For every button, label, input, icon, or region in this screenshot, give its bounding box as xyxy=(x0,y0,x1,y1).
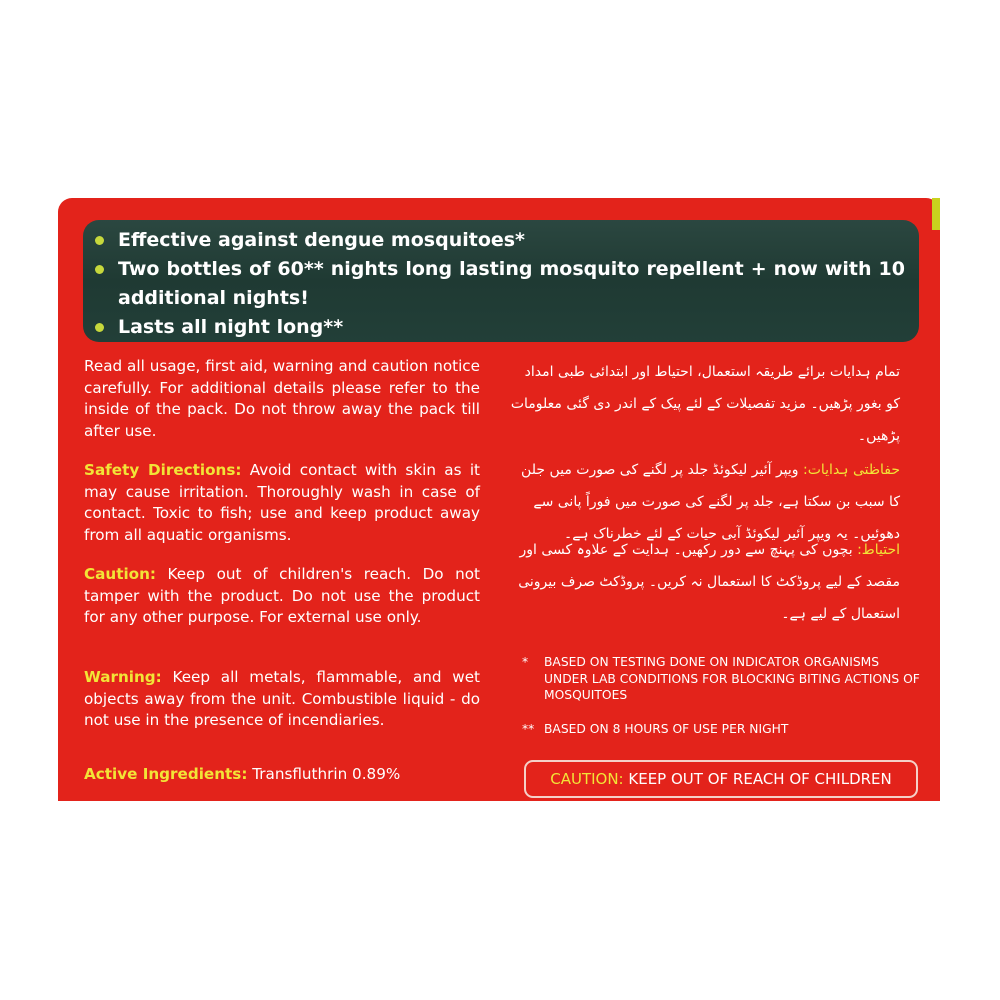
bullet-dot-icon xyxy=(95,236,104,245)
feature-bullet xyxy=(95,313,905,342)
feature-banner xyxy=(83,220,919,342)
yellow-corner-accent xyxy=(932,198,940,230)
footnote-testing xyxy=(522,654,922,704)
urdu-safety-label: حفاظتی ہدایات: xyxy=(803,462,900,478)
urdu-caution xyxy=(510,534,900,630)
bullet-dot-icon xyxy=(95,265,104,274)
active-ingredients-text: Transfluthrin 0.89% xyxy=(247,765,401,783)
warning-label: Warning: xyxy=(84,668,162,686)
caution-box xyxy=(524,760,918,798)
warning-section xyxy=(84,667,480,732)
caution-text: Keep out of children's reach. Do not tamper with the product. Do not use the product for any other purpose. For external use only. xyxy=(84,565,480,626)
caution-section xyxy=(84,564,480,629)
urdu-caution-text: بچوں کی پہنچ سے دور رکھیں۔ ہدایت کے علاوہ کسی اور مقصد کے لیے پروڈکٹ کا استعمال نہ کریں۔ پروڈکٹ صرف بیرونی استعمال کے لیے ہے۔ xyxy=(518,542,900,622)
usage-intro: Read all usage, first aid, warning and caution notice carefully. For additional details please refer to the inside of the pack. Do not throw away the pack till after use. xyxy=(84,357,480,440)
safety-label: Safety Directions: xyxy=(84,461,242,479)
caution-label: Caution: xyxy=(84,565,156,583)
feature-text: Lasts all night long** xyxy=(118,316,344,338)
footnote-mark: * xyxy=(522,655,529,669)
feature-bullet xyxy=(95,226,905,255)
urdu-intro: تمام ہدایات برائے طریقہ استعمال، احتیاط اور ابتدائی طبی امداد کو بغور پڑھیں۔ مزید تفصیلات کے لئے پیک کے اندر دی گئی معلومات پڑھیں۔ xyxy=(510,364,900,444)
caution-box-label: CAUTION: xyxy=(550,770,624,788)
feature-text: Two bottles of 60** nights long lasting mosquito repellent + now with 10 additional nights! xyxy=(118,258,905,309)
safety-directions xyxy=(84,460,480,546)
safety-text: Avoid contact with skin as it may cause irritation. Thoroughly wash in case of contact. Toxic to fish; use and keep product away from all aquatic organisms. xyxy=(84,461,480,544)
warning-text: Keep all metals, flammable, and wet objects away from the unit. Combustible liquid - do not use in the presence of incendiaries. xyxy=(84,668,480,729)
footnote-mark: ** xyxy=(522,722,535,736)
active-ingredients-label: Active Ingredients: xyxy=(84,765,248,783)
footnote-hours xyxy=(522,721,922,738)
feature-bullet xyxy=(95,255,905,313)
urdu-safety-text: ویپر آئیر لیکوئڈ جلد پر لگنے کی صورت میں جلن کا سبب بن سکتا ہے، جلد پر لگنے کی صورت میں فوراً پانی سے دھوئیں۔ یہ ویپر آئیر لیکوئڈ آبی حیات کے لئے خطرناک ہے۔ xyxy=(521,462,900,542)
active-ingredients xyxy=(84,764,480,786)
caution-box-text: KEEP OUT OF REACH OF CHILDREN xyxy=(623,770,892,788)
footnote-text: BASED ON TESTING DONE ON INDICATOR ORGANISMS UNDER LAB CONDITIONS FOR BLOCKING BITING ACTIONS OF MOSQUITOES xyxy=(544,655,920,702)
feature-text: Effective against dengue mosquitoes* xyxy=(118,229,525,251)
bullet-dot-icon xyxy=(95,323,104,332)
urdu-caution-label: احتیاط: xyxy=(857,542,900,558)
footnote-text: BASED ON 8 HOURS OF USE PER NIGHT xyxy=(544,722,789,736)
